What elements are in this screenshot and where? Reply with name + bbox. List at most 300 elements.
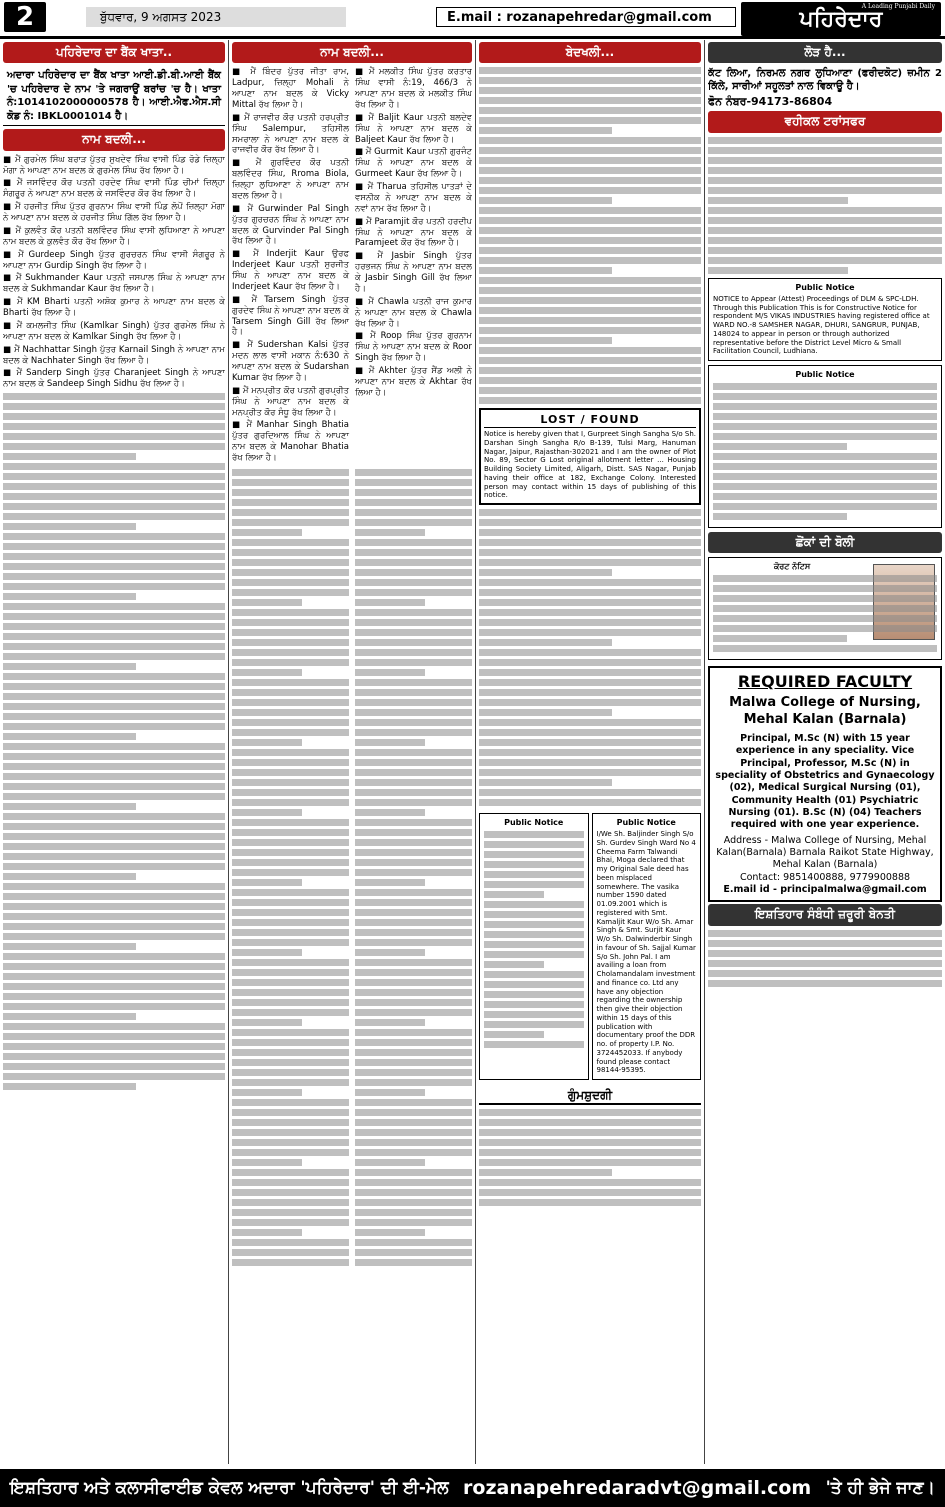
text-line: [3, 993, 225, 1000]
text-line: [355, 899, 472, 906]
text-line: [479, 147, 701, 154]
text-line: [479, 1199, 701, 1206]
text-line: [479, 97, 701, 104]
text-line: [232, 629, 349, 636]
text-line: [232, 469, 349, 476]
text-line: [232, 659, 349, 666]
text-line: [355, 889, 472, 896]
text-line: [232, 1109, 349, 1116]
text-line: [232, 1039, 349, 1046]
text-line: [708, 137, 942, 144]
text-line: [355, 1009, 472, 1016]
text-line: [355, 649, 472, 656]
text-line: [479, 167, 701, 174]
text-line: [355, 579, 472, 586]
text-line: [479, 397, 701, 404]
text-line: [3, 583, 225, 590]
notice-title: Public Notice: [795, 370, 855, 380]
text-line: [3, 543, 225, 550]
text-line: [479, 287, 701, 294]
text-line: [479, 799, 701, 806]
text-line: [479, 317, 701, 324]
lost-found-title: LOST / FOUND: [484, 413, 696, 428]
text-line: [708, 940, 942, 947]
text-line: [708, 157, 942, 164]
text-line: [708, 267, 848, 274]
text-line: [355, 529, 425, 536]
text-line: [3, 443, 225, 450]
text-line: [484, 951, 584, 958]
text-line: [708, 237, 942, 244]
text-line: [355, 769, 472, 776]
text-filler: [708, 930, 942, 987]
text-line: [232, 889, 349, 896]
text-line: [479, 619, 701, 626]
text-line: [355, 919, 472, 926]
text-line: [479, 87, 701, 94]
text-line: [232, 1069, 349, 1076]
text-line: [355, 559, 472, 566]
text-line: [232, 719, 349, 726]
text-line: [479, 107, 701, 114]
text-line: [232, 1009, 349, 1016]
text-line: [355, 689, 472, 696]
text-line: [232, 1239, 349, 1246]
text-filler: [479, 509, 701, 806]
text-line: [3, 483, 225, 490]
faculty-title: REQUIRED FACULTY: [737, 672, 913, 692]
text-line: [232, 579, 349, 586]
text-line: [479, 1109, 701, 1116]
faculty-text: Principal, M.Sc (N) with 15 year experience in any speciality. Vice Principal, Professor, M.Sc (N) in speciality of Obstetrics and Gynaecology (02), Medical Surgical Nursing (01), Community Health (01) Psychiatric Nursing (01). B.Sc (N) (04) Teachers required with one year experience.: [715, 732, 935, 831]
text-line: [232, 969, 349, 976]
text-line: [355, 569, 472, 576]
text-line: [713, 383, 937, 390]
text-line: [355, 619, 472, 626]
text-line: [713, 625, 937, 632]
name-change-list: [3, 155, 225, 391]
text-line: [479, 759, 701, 766]
text-line: [355, 949, 425, 956]
text-line: [479, 769, 701, 776]
text-line: [355, 789, 472, 796]
text-line: [479, 197, 612, 204]
text-line: [232, 619, 349, 626]
text-line: [355, 869, 472, 876]
text-line: [232, 789, 349, 796]
wanted-contact[interactable]: ਫੋਨ ਨੰਬਰ-94173-86804: [708, 95, 833, 109]
text-line: [355, 779, 472, 786]
text-line: [3, 503, 225, 510]
text-line: [479, 337, 612, 344]
text-line: [484, 911, 584, 918]
text-line: [355, 749, 472, 756]
text-line: [3, 783, 225, 790]
text-line: [3, 663, 136, 670]
name-change-entry: ■ ਮੈਂ ਬਿੰਦਰ ਪੁੱਤਰ ਜੀਤਾ ਰਾਮ, Ladpur, ਜ਼ਿਲ੍ਹਾ Mohali ਨੇ ਆਪਣਾ ਨਾਮ ਬਦਲ ਕੇ Vicky Mittal ਰੱਖ ਲਿਆ ਹੈ।: [232, 67, 349, 110]
text-line: [479, 599, 701, 606]
text-line: [355, 639, 472, 646]
name-change-entry: ■ ਮੈਂ Baljit Kaur ਪਤਨੀ ਬਲਦੇਵ ਸਿੰਘ ਨੇ ਆਪਣਾ ਨਾਮ ਬਦਲ ਕੇ Baljeet Kaur ਰੱਖ ਲਿਆ ਹੈ।: [355, 112, 472, 145]
faculty-contact[interactable]: Contact: 9851400888, 9779900888: [739, 871, 911, 883]
text-line: [484, 841, 584, 848]
text-line: [479, 519, 701, 526]
text-line: [3, 593, 136, 600]
text-line: [232, 699, 349, 706]
text-line: [479, 749, 701, 756]
text-line: [3, 823, 225, 830]
text-line: [708, 217, 942, 224]
text-line: [479, 1119, 701, 1126]
text-line: [3, 943, 136, 950]
notice-title: Public Notice: [795, 282, 855, 292]
text-line: [232, 509, 349, 516]
text-line: [355, 849, 472, 856]
text-line: [713, 575, 937, 582]
text-line: [232, 839, 349, 846]
text-line: [3, 553, 225, 560]
text-line: [232, 929, 349, 936]
text-line: [355, 659, 472, 666]
text-line: [232, 749, 349, 756]
text-line: [484, 871, 584, 878]
text-line: [232, 1129, 349, 1136]
text-line: [479, 649, 701, 656]
text-line: [484, 931, 584, 938]
text-line: [232, 1089, 302, 1096]
text-line: [232, 819, 349, 826]
text-line: [232, 1029, 349, 1036]
name-change-entry: ■ ਮੈਂ Gurwinder Pal Singh ਪੁੱਤਰ ਗੁਰਚਰਨ ਸਿੰਘ ਨੇ ਆਪਣਾ ਨਾਮ ਬਦਲ ਕੇ Gurvinder Pal Singh ਰੱਖ ਲਿਆ ਹੈ।: [232, 203, 349, 247]
text-line: [479, 639, 612, 646]
text-line: [479, 1189, 701, 1196]
text-line: [355, 1059, 472, 1066]
text-line: [713, 483, 937, 490]
text-line: [484, 981, 584, 988]
public-notice-2: [708, 278, 942, 361]
text-line: [3, 413, 225, 420]
text-line: [355, 1119, 472, 1126]
text-line: [355, 499, 472, 506]
text-line: [232, 1229, 302, 1236]
footer-email[interactable]: rozanapehredaradvt@gmail.com: [463, 1477, 812, 1499]
text-line: [355, 729, 472, 736]
text-line: [232, 729, 349, 736]
text-line: [3, 733, 136, 740]
text-line: [232, 959, 349, 966]
text-line: [479, 549, 701, 556]
text-line: [232, 779, 349, 786]
masthead-tagline: A Leading Punjabi Daily: [861, 3, 935, 10]
text-line: [3, 653, 225, 660]
name-change-entry: ■ ਮੈਂ Tharua ਤਹਿਸੀਲ ਪਾਤੜਾਂ ਦੇ ਵਸਨੀਕ ਨੇ ਆਪਣਾ ਨਾਮ ਬਦਲ ਕੇ ਨਵਾਂ ਨਾਮ ਰੱਖ ਲਿਆ ਹੈ।: [355, 182, 472, 214]
text-line: [3, 563, 225, 570]
text-line: [484, 1041, 584, 1048]
text-line: [3, 913, 225, 920]
name-change-entry: ■ ਮੈਂ ਗੁਰਮੇਲ ਸਿੰਘ ਬਰਾੜ ਪੁੱਤਰ ਸੁਖਦੇਵ ਸਿੰਘ ਵਾਸੀ ਪਿੰਡ ਰੋਡੇ ਜ਼ਿਲ੍ਹਾ ਮੋਗਾ ਨੇ ਆਪਣਾ ਨਾਮ ਬਦਲ ਕੇ ਗੁਰਮੇਲ ਸਿੰਘ ਰੱਖ ਲਿਆ ਹੈ।: [3, 154, 225, 176]
text-line: [355, 679, 472, 686]
notice-row: [479, 809, 701, 1084]
name-change-header: ਨਾਮ ਬਦਲੀ...: [3, 129, 225, 150]
court-notice: [708, 557, 942, 660]
text-line: [355, 989, 472, 996]
text-line: [479, 377, 701, 384]
name-change-entry: ■ ਮੈਂ ਗੁਰਵਿੰਦਰ ਕੌਰ ਪਤਨੀ ਬਲਵਿੰਦਰ ਸਿੰਘ, Rroma Biola, ਜ਼ਿਲ੍ਹਾ ਲੁਧਿਆਣਾ ਨੇ ਆਪਣਾ ਨਾਮ ਬਦਲ ਲਿਆ ਹੈ।: [232, 158, 349, 201]
text-line: [355, 759, 472, 766]
text-line: [355, 1229, 425, 1236]
text-line: [3, 863, 225, 870]
text-line: [355, 929, 472, 936]
name-change-entry: ■ ਮੈਂ ਹਰਜੀਤ ਸਿੰਘ ਪੁੱਤਰ ਗੁਰਨਾਮ ਸਿੰਘ ਵਾਸੀ ਪਿੰਡ ਲੋਪੋਂ ਜ਼ਿਲ੍ਹਾ ਮੋਗਾ ਨੇ ਆਪਣਾ ਨਾਮ ਬਦਲ ਕੇ ਹਰਜੀਤ ਸਿੰਘ ਗਿੱਲ ਰੱਖ ਲਿਆ ਹੈ।: [3, 202, 225, 224]
text-line: [479, 699, 701, 706]
notice-body: I/We Sh. Baljinder Singh S/o Sh. Gurdev Singh Ward No 4 Cheema Farm Talwandi Bhai, Moga declared that my Original Sale deed has been misplaced somewhere. The vasika number 1590 dated 01.09.2001 which is registered with Smt. Kamaljit Kaur W/o Sh. Amar Singh & Smt. Surjit Kaur W/o Sh. Dalwinderbir Singh in favour of Sh. Sajjal Kumar S/o Sh. John Pal. I am availing a loan from Cholamandalam investment and finance co. Ltd any have any objection regarding the ownership then give their objection within 15 days of this publication with documentary proof the DDR no. of property I.P. No. 3724452033. If anybody found please contact 98144-95395.: [596, 830, 696, 1075]
text-line: [484, 851, 584, 858]
text-line: [355, 1139, 472, 1146]
text-line: [232, 829, 349, 836]
text-line: [3, 753, 225, 760]
text-line: [708, 247, 942, 254]
text-line: [479, 127, 612, 134]
issue-date: ਬੁੱਧਵਾਰ, 9 ਅਗਸਤ 2023: [86, 7, 346, 27]
text-line: [479, 669, 701, 676]
text-line: [3, 613, 225, 620]
text-line: [3, 803, 136, 810]
text-line: [232, 799, 349, 806]
text-line: [232, 949, 302, 956]
name-change-entry: ■ ਮੈਂ Nachhattar Singh ਪੁੱਤਰ Karnail Singh ਨੇ ਆਪਣਾ ਨਾਮ ਬਦਲ ਕੇ Nachhater Singh ਰੱਖ ਲਿਆ ਹੈ।: [3, 344, 225, 366]
text-line: [3, 1013, 136, 1020]
text-line: [479, 709, 612, 716]
text-line: [355, 1029, 472, 1036]
text-line: [479, 367, 701, 374]
text-line: [479, 1159, 701, 1166]
text-line: [3, 463, 225, 470]
text-line: [713, 463, 937, 470]
text-line: [708, 227, 942, 234]
text-line: [232, 999, 349, 1006]
text-line: [232, 529, 302, 536]
text-line: [484, 1011, 584, 1018]
faculty-email[interactable]: E.mail id - principalmalwa@gmail.com: [723, 884, 927, 896]
text-line: [355, 859, 472, 866]
column-divider: [704, 40, 705, 1464]
text-filler: [355, 466, 472, 1269]
text-line: [232, 1079, 349, 1086]
text-line: [3, 1083, 136, 1090]
text-line: [484, 1001, 584, 1008]
text-line: [232, 499, 349, 506]
header-email[interactable]: E.mail : rozanapehredar@gmail.com: [436, 7, 736, 27]
text-line: [479, 739, 701, 746]
text-line: [3, 473, 225, 480]
text-line: [479, 579, 701, 586]
text-line: [479, 77, 701, 84]
text-line: [232, 1059, 349, 1066]
text-line: [3, 833, 225, 840]
text-line: [3, 983, 225, 990]
text-line: [355, 479, 472, 486]
text-line: [479, 1139, 701, 1146]
name-change-entry: ■ ਮੈਂ Sukhmander Kaur ਪਤਨੀ ਜਸਪਾਲ ਸਿੰਘ ਨੇ ਆਪਣਾ ਨਾਮ ਬਦਲ ਕੇ Sukhmandar Kaur ਰੱਖ ਲਿਆ ਹੈ।: [3, 273, 225, 295]
text-line: [3, 633, 225, 640]
text-line: [3, 683, 225, 690]
text-line: [232, 489, 349, 496]
lost-found-box: [479, 408, 701, 505]
text-line: [479, 569, 612, 576]
text-line: [479, 187, 701, 194]
text-line: [232, 1249, 349, 1256]
text-line: [479, 347, 701, 354]
text-line: [479, 247, 701, 254]
text-line: [713, 433, 937, 440]
header-rule: [0, 36, 945, 39]
text-line: [713, 423, 937, 430]
text-line: [3, 843, 225, 850]
text-line: [232, 679, 349, 686]
text-line: [713, 453, 937, 460]
text-line: [479, 679, 701, 686]
text-line: [479, 1149, 701, 1156]
name-change-entry: ■ ਮੈਂ ਰਾਜਵੀਰ ਕੌਰ ਪਤਨੀ ਹਰਪ੍ਰੀਤ ਸਿੰਘ Salempur, ਤਹਿਸੀਲ ਸਮਰਾਲਾ ਨੇ ਆਪਣਾ ਨਾਮ ਬਦਲ ਕੇ ਰਾਜਵੀਰ ਕੌਰ ਰੱਖ ਲਿਆ ਹੈ।: [232, 112, 349, 156]
text-line: [3, 713, 225, 720]
text-line: [232, 569, 349, 576]
text-line: [355, 739, 425, 746]
text-line: [355, 839, 472, 846]
text-line: [355, 1019, 425, 1026]
text-line: [713, 595, 937, 602]
text-line: [708, 950, 942, 957]
notice-title: ਕੋਰਟ ਨੋਟਿਸ: [773, 562, 811, 572]
text-line: [355, 629, 472, 636]
text-line: [479, 357, 701, 364]
text-line: [479, 387, 701, 394]
text-line: [232, 689, 349, 696]
text-line: [232, 519, 349, 526]
text-line: [3, 433, 225, 440]
text-line: [355, 519, 472, 526]
text-line: [484, 901, 584, 908]
text-filler: [3, 393, 225, 1090]
column-3: [479, 40, 701, 1464]
text-line: [708, 980, 942, 987]
text-line: [3, 1063, 225, 1070]
text-line: [713, 443, 847, 450]
text-line: [708, 167, 942, 174]
text-line: [479, 1169, 612, 1176]
text-line: [3, 933, 225, 940]
text-line: [232, 549, 349, 556]
text-line: [3, 813, 225, 820]
text-line: [713, 615, 937, 622]
text-line: [232, 589, 349, 596]
text-line: [479, 729, 701, 736]
text-line: [479, 1129, 701, 1136]
name-change-entry: ■ ਮੈਂ Chawla ਪਤਨੀ ਰਾਜ ਕੁਮਾਰ ਨੇ ਆਪਣਾ ਨਾਮ ਬਦਲ ਕੇ Chawla ਰੱਖ ਲਿਆ ਹੈ।: [355, 296, 472, 329]
wanted-text: ਕੱਟ ਲਿਆ, ਨਿਰਮਲ ਨਗਰ ਲੁਧਿਆਣਾ (ਫਰੀਦਕੋਟ) ਜ਼ਮੀਨ 2 ਕਿੱਲੇ, ਸਾਰੀਆਂ ਸਹੂਲਤਾਂ ਨਾਲ ਵਿਕਾਊ ਹੈ।: [708, 68, 942, 93]
column-4: [708, 40, 942, 1464]
text-line: [713, 503, 937, 510]
column-2-split: [232, 67, 472, 466]
text-line: [484, 881, 584, 888]
text-line: [232, 1189, 349, 1196]
text-line: [713, 393, 937, 400]
column-divider: [228, 40, 229, 1464]
text-line: [232, 639, 349, 646]
text-line: [479, 297, 701, 304]
text-line: [3, 963, 225, 970]
text-line: [484, 941, 584, 948]
text-line: [479, 67, 701, 74]
text-line: [708, 930, 942, 937]
text-filler: [232, 466, 349, 1269]
text-line: [479, 779, 612, 786]
text-line: [713, 413, 937, 420]
text-line: [3, 493, 225, 500]
text-line: [355, 969, 472, 976]
text-line: [708, 207, 942, 214]
text-line: [355, 1149, 472, 1156]
text-line: [355, 1069, 472, 1076]
column-1: [3, 40, 225, 1464]
text-line: [355, 1189, 472, 1196]
text-line: [3, 513, 225, 520]
text-line: [355, 1109, 472, 1116]
public-notice-3: [708, 365, 942, 528]
text-line: [713, 493, 937, 500]
text-line: [232, 939, 349, 946]
text-line: [3, 393, 225, 400]
text-line: [708, 147, 942, 154]
footer-text-right: 'ਤੇ ਹੀ ਭੇਜੇ ਜਾਣ।: [825, 1478, 935, 1498]
text-line: [3, 1003, 225, 1010]
text-line: [479, 629, 701, 636]
text-line: [484, 891, 544, 898]
text-line: [3, 693, 225, 700]
text-line: [355, 1049, 472, 1056]
text-line: [355, 979, 472, 986]
text-line: [232, 879, 302, 886]
text-line: [3, 623, 225, 630]
name-change-entry: ■ ਮੈਂ Manhar Singh Bhatia ਪੁੱਤਰ ਗੁਰਦਿਆਲ ਸਿੰਘ ਨੇ ਆਪਣਾ ਨਾਮ ਬਦਲ ਕੇ Manohar Bhatia ਰੱਖ ਲਿਆ ਹੈ।: [232, 420, 349, 464]
text-line: [479, 207, 701, 214]
text-line: [484, 1021, 584, 1028]
text-line: [232, 1199, 349, 1206]
text-line: [3, 743, 225, 750]
text-line: [3, 453, 136, 460]
public-notice-mid: [592, 813, 702, 1080]
text-line: [3, 1033, 225, 1040]
text-line: [3, 873, 136, 880]
text-line: [708, 970, 942, 977]
text-line: [355, 1179, 472, 1186]
text-line: [232, 899, 349, 906]
text-line: [484, 971, 584, 978]
text-line: [713, 403, 937, 410]
text-line: [355, 879, 425, 886]
notice-body: NOTICE to Appear (Attest) Proceedings of DLM & SPC-LDH. Through this Publication This is for Constructive Notice for respondent M/S VIKAS INDUSTRIES having registered office at WARD NO.-8 SAMSHER NAGAR, DHURI, SANGRUR, PUNJAB, 148024 to appear in person or through authorized representative before the District Level Micro & Small Facilitation Council, Ludhiana.: [713, 294, 930, 356]
name-change-entry: ■ ਮੈਂ Akhter ਪੁੱਤਰ ਸੈਂਡ ਅਲੀ ਨੇ ਆਪਣਾ ਨਾਮ ਬਦਲ ਕੇ Akhtar ਰੱਖ ਲਿਆ ਹੈ।: [355, 366, 472, 398]
text-line: [479, 237, 701, 244]
text-line: [232, 769, 349, 776]
notice-title: Public Notice: [616, 818, 676, 828]
name-change-entry: ■ ਮੈਂ Gurmit Kaur ਪਤਨੀ ਗੁਰਜੰਟ ਸਿੰਘ ਨੇ ਆਪਣਾ ਨਾਮ ਬਦਲ ਕੇ Gurmeet Kaur ਰੱਖ ਲਿਆ ਹੈ।: [355, 147, 472, 180]
text-line: [355, 1249, 472, 1256]
text-line: [479, 589, 701, 596]
text-line: [355, 599, 425, 606]
text-line: [232, 1259, 349, 1266]
text-line: [713, 605, 937, 612]
text-line: [708, 960, 942, 967]
